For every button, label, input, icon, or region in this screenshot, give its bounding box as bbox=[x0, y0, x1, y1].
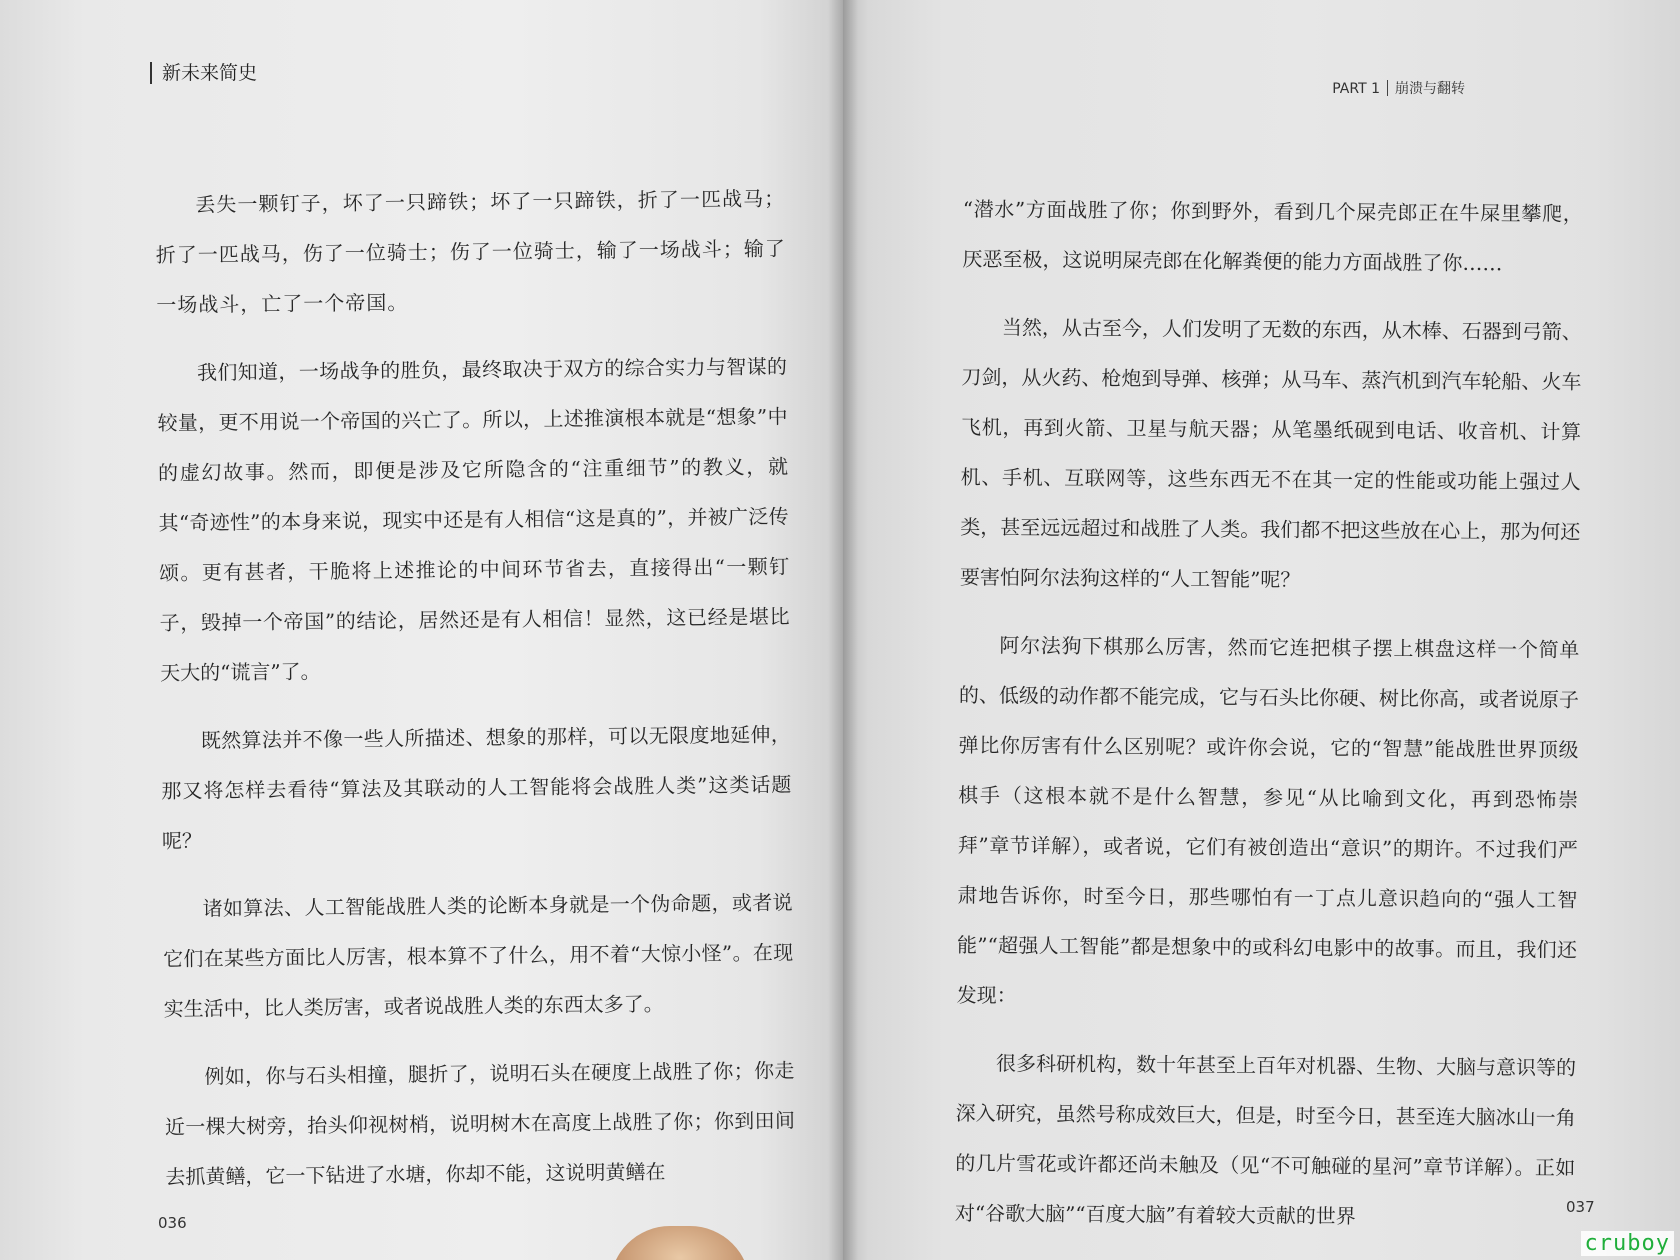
part-label: PART 1 bbox=[1332, 81, 1380, 97]
page-number-right: 037 bbox=[1566, 1198, 1595, 1216]
right-page-body bbox=[955, 184, 1583, 1260]
book-gutter-shadow bbox=[828, 0, 858, 1260]
watermark-text: cruboy bbox=[1581, 1231, 1674, 1256]
paragraph-1: 丢失一颗钉子，坏了一只蹄铁；坏了一只蹄铁，折了一匹战马；折了一匹战马，伤了一位骑士；伤了一位骑士，输了一场战斗；输了一场战斗，亡了一个帝国。 bbox=[155, 186, 786, 317]
paragraph-5: 例如，你与石头相撞，腿折了，说明石头在硬度上战胜了你；你走近一棵大树旁，抬头仰视树梢，说明树木在高度上战胜了你；你到田间去抓黄鳝，它一下钻进了水塘，你却不能，这说明黄鳝在 bbox=[164, 1058, 796, 1189]
running-head-divider bbox=[1387, 80, 1388, 96]
paragraph-2: 我们知道，一场战争的胜负，最终取决于双方的综合实力与智谋的较量，更不用说一个帝国的兴亡了。所以，上述推演根本就是“想象”中的虚幻故事。然而，即便是涉及它所隐含的“注重细节”的教义，就其“奇迹性”的本身来说，现实中还是有人相信“这是真的”，并被广泛传颂。更有甚者，干脆将上述推论的中间环节省去，直接得出“一颗钉子，毁掉一个帝国”的结论，居然还是有人相信！显然，这已经是堪比天大的“谎言”了。 bbox=[157, 354, 790, 685]
paragraph-4: 诸如算法、人工智能战胜人类的论断本身就是一个伪命题，或者说它们在某些方面比人厉害，根本算不了什么，用不着“大惊小怪”。在现实生活中，比人类厉害，或者说战胜人类的东西太多了。 bbox=[163, 890, 794, 1021]
chapter-title: 崩溃与翻转 bbox=[1395, 81, 1465, 97]
paragraph-1: “潜水”方面战胜了你；你到野外，看到几个屎壳郎正在牛屎里攀爬，厌恶至极，这说明屎壳郎在化解粪便的能力方面战胜了你…… bbox=[962, 196, 1583, 276]
paragraph-3: 既然算法并不像一些人所描述、想象的那样，可以无限度地延伸，那又将怎样去看待“算法及其联动的人工智能将会战胜人类”这类话题呢？ bbox=[161, 722, 792, 853]
paragraph-3: 阿尔法狗下棋那么厉害，然而它连把棋子摆上棋盘这样一个简单的、低级的动作都不能完成，它与石头比你硬、树比你高，或者说原子弹比你厉害有什么区别呢？或许你会说，它的“智慧”能战胜世界顶级棋手（这根本就不是什么智慧，参见“从比喻到文化，再到恐怖崇拜”章节详解），或者说，它们有被创造出“意识”的期许。不过我们严肃地告诉你，时至今日，那些哪怕有一丁点儿意识趋向的“强人工智能”“超强人工智能”都是想象中的或科幻电影中的故事。而且，我们还发现： bbox=[956, 633, 1580, 1008]
running-head-book-title: 新未来简史 bbox=[150, 62, 257, 84]
paragraph-2: 当然，从古至今，人们发明了无数的东西，从木棒、石器到弓箭、刀剑，从火药、枪炮到导弹、核弹；从马车、蒸汽机到汽车轮船、火车飞机，再到火箭、卫星与航天器；从笔墨纸砚到电话、收音机、计算机、手机、互联网等，这些东西无不在其一定的性能或功能上强过人类，甚至远远超过和战胜了人类。我们都不把这些放在心上，那为何还要害怕阿尔法狗这样的“人工智能”呢？ bbox=[959, 315, 1582, 592]
page-number-left: 036 bbox=[158, 1214, 187, 1232]
running-head-chapter bbox=[1332, 80, 1465, 98]
paragraph-4: 很多科研机构，数十年甚至上百年对机器、生物、大脑与意识等的深入研究，虽然号称成效巨大，但是，时至今日，甚至连大脑冰山一角的几片雪花或许都还尚未触及（见“不可触碰的星河”章节详解）。正如对“谷歌大脑”“百度大脑”有着较大贡献的世界 bbox=[954, 1051, 1577, 1229]
left-page-body bbox=[155, 173, 796, 1220]
